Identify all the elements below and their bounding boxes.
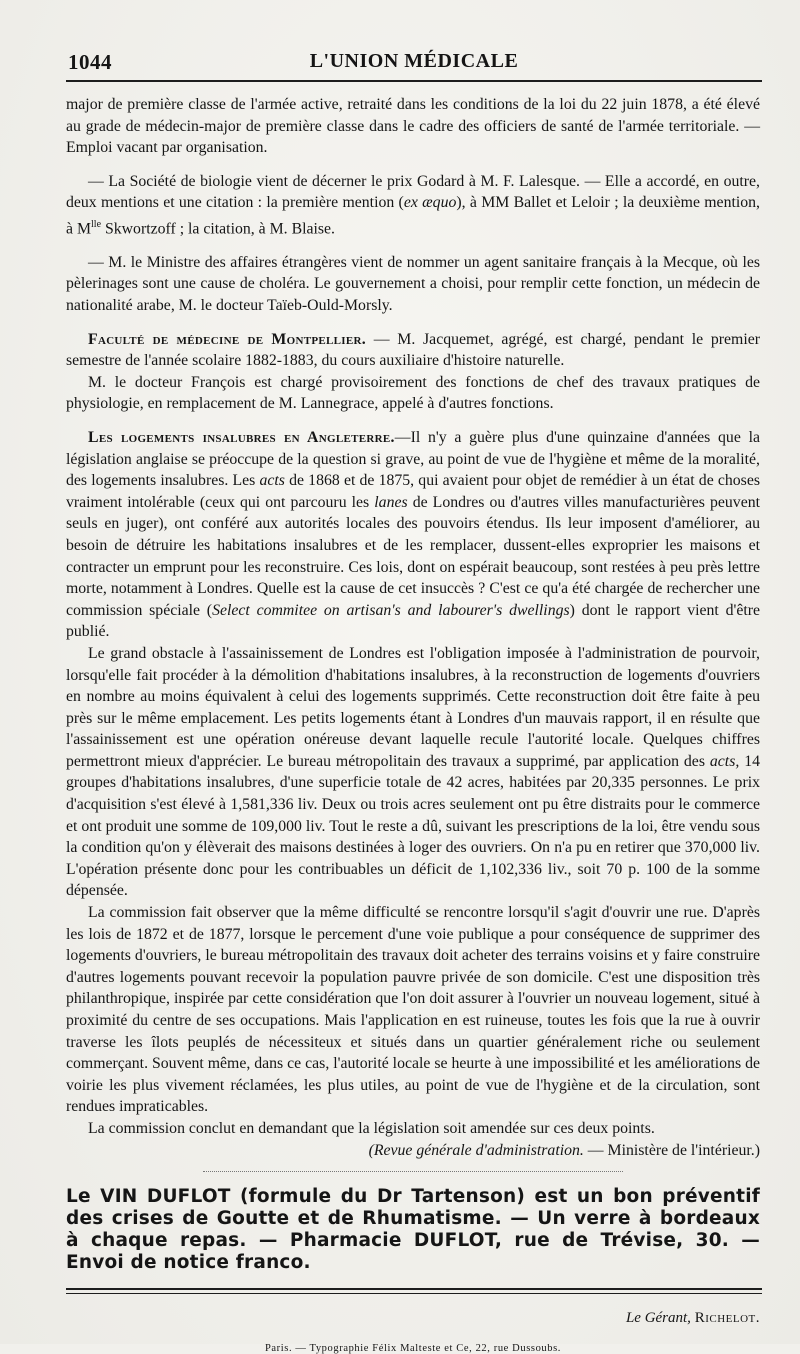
source-citation — [66, 1140, 760, 1162]
divider — [66, 1293, 762, 1294]
text-fragment: — M. Jacquemet, agrégé, est chargé, pendant le premier semestre de l'année scolaire 1882-1883, du cours auxiliaire d'histoire naturelle. — [66, 330, 760, 370]
text-fragment: Skwortzoff ; la citation, à M. Blaise. — [101, 220, 335, 238]
paragraph-commission-observe: La commission fait observer que la même difficulté se rencontre lorsqu'il s'agit d'ouvrir une rue. D'après les lois de 1872 et de 1877, lorsque le percement d'une voie publique a pour conséquence de supprimer des logements d'ouvriers, le bureau métropolitain des travaux doit acheter des terrains voisins et y faire construire d'autres logements pouvant recevoir la population pauvre privée de son domicile. C'est une disposition très philanthropique, inspirée par cette considération que l'on doit assurer à l'ouvrier un nouveau logement, situé à proximité du centre de ses occupations. Mais l'application en est ruineuse, toutes les fois que la rue à ouvrir traverse les îlots peuplés de nécessiteux et situés dans un quartier généralement riche ou seulement commerçant. Souvent même, dans ce cas, l'autorité locale se heurte à une impossibilité et les améliorations de voirie les plus vivement réclamées, les plus utiles, au point de vue de l'hygiène et de la circulation, sont rendues impraticables. — [66, 904, 760, 1116]
text-fragment: de 1868 et de 1875, qui avaient pour objet de remédier à un état de choses vraiment intolérable (ceux qui ont parcouru les — [66, 472, 760, 511]
paragraph-grand-obstacle — [66, 643, 760, 902]
paragraph-societe-biologie — [66, 171, 760, 240]
page-header — [66, 46, 762, 82]
text-fragment: 14 groupes d'habitations insalubres, d'une superficie totale de 42 acres, habitées par 20,335 personnes. Le prix d'acquisition s'est élevé à 1,581,336 liv. Deux ou trois acres seulement ont pu être distraits pour le commerce et ont produit une somme de 109,000 liv. Tout le reste a dû, suivant les prescriptions de la loi, être vendu sous la condition qu'on y élèverait des maisons destinées à loger des ouvriers. On n'a pu en retirer que 370,000 liv. L'opération présente donc pour les contribuables un déficit de 1,102,336 liv., soit 70 p. 100 de la somme dépensée. — [66, 752, 761, 900]
paragraph-ministre: — M. le Ministre des affaires étrangères vient de nommer un agent sanitaire français à la Mecque, où les pèlerinages sont une cause de choléra. Le gouvernement a choisi, pour remplir cette fonction, un médecin de nationalité arabe, M. le docteur Taïeb-Ould-Morsly. — [66, 253, 760, 315]
text-fragment-italic: acts, — [709, 752, 740, 770]
printer-imprint: Paris. — Typographie Félix Malteste et Ce, 22, rue Dussoubs. — [264, 1343, 562, 1354]
source-rest: — Ministère de l'intérieur.) — [583, 1141, 760, 1159]
gerant-label: Le Gérant, — [625, 1310, 691, 1327]
paragraph-nomination: major de première classe de l'armée active, retraité dans les conditions de la loi du 22 juin 1878, a été élevé au grade de médecin-major de première classe dans le cadre des officiers de santé de l'armée territoriale. — Emploi vacant par organisation. — [66, 96, 760, 157]
paragraph-commission-conclut: La commission conclut en demandant que la législation soit amendée sur ces deux points. — [88, 1119, 655, 1137]
text-fragment: ), à MM Ballet et Leloir ; la deuxième mention, à M — [66, 194, 760, 238]
text-fragment-italic: Select commitee on artisan's and labourer's dwellings — [212, 601, 570, 619]
gerant-signature — [66, 1310, 760, 1327]
text-fragment: ) dont le rapport vient d'être publié. — [66, 601, 760, 641]
superscript: lle — [91, 218, 102, 230]
article-body — [66, 94, 760, 1161]
divider — [203, 1171, 623, 1172]
text-fragment: —Il n'y a guère plus d'une quinzaine d'années que la législation anglaise se préoccupe de la question si grave, au point de vue de l'hygiène et même de la moralité, des logements insalubres. Les — [66, 428, 760, 490]
advertisement: Le VIN DUFLOT (formule du Dr Tartenson) est un bon préventif des crises de Goutte et de Rhumatisme. — Un verre à bordeaux à chaque repas. — Pharmacie DUFLOT, rue de Trévise, 30. — Envoi de notice franco. — [66, 1186, 760, 1274]
gerant-name: Richelot. — [694, 1310, 760, 1327]
text-fragment-italic: lanes — [374, 493, 408, 511]
divider — [66, 1288, 762, 1290]
text-fragment: — La Société de biologie vient de décerner le prix Godard à M. F. Lalesque. — Elle a accordé, en outre, deux mentions et une citation : la première mention ( — [66, 172, 760, 212]
section-heading: Les logements insalubres en Angleterre. — [88, 428, 395, 446]
paragraph-faculte-montpellier — [66, 329, 760, 372]
paragraph-logements-insalubres — [66, 427, 760, 643]
page-number: 1044 — [68, 50, 112, 74]
text-fragment: de Londres ou d'autres villes manufacturières peuvent seuls en juger), ont conféré aux autorités locales des pouvoirs étendus. Ils leur imposent d'améliorer, au besoin de détruire les habitations insalubres et de les remplacer, dussent-elles exproprier les maisons et contracter un emprunt pour les reconstruire. Ces lois, dont on espérait beaucoup, sont restées à peu près lettre morte, notamment à Londres. Quelle est la cause de cet insuccès ? C'est ce qu'a été chargée de rechercher une commission spéciale ( — [66, 493, 760, 619]
text-fragment: Le grand obstacle à l'assainissement de Londres est l'obligation imposée à l'administration de pourvoir, lorsqu'elle fait procéder à la démolition d'habitations insalubres, à la reconstruction de logements d'ouvriers en nombre au moins équivalent à celui des logements supprimés. Cette reconstruction doit être faite à peu près sur le même emplacement. Les petits logements étant à Londres d'un mauvais rapport, il en résulte que l'assainissement est une opération onéreuse devant laquelle recule l'autorité locale. Quelques chiffres permettront mieux d'apprécier. Le bureau métropolitain des travaux a supprimé, par application des — [66, 644, 760, 770]
section-heading: Faculté de médecine de Montpellier. — [88, 330, 367, 348]
text-fragment-italic: ex æquo — [403, 194, 457, 212]
paragraph-francois: M. le docteur François est chargé provisoirement des fonctions de chef des travaux pratiques de physiologie, en remplacement de M. Lannegrace, appelé à d'autres fonctions. — [66, 373, 760, 413]
source-title: (Revue générale d'administration. — [368, 1141, 584, 1159]
journal-title: L'UNION MÉDICALE — [309, 50, 519, 72]
text-fragment-italic: acts — [259, 472, 285, 490]
